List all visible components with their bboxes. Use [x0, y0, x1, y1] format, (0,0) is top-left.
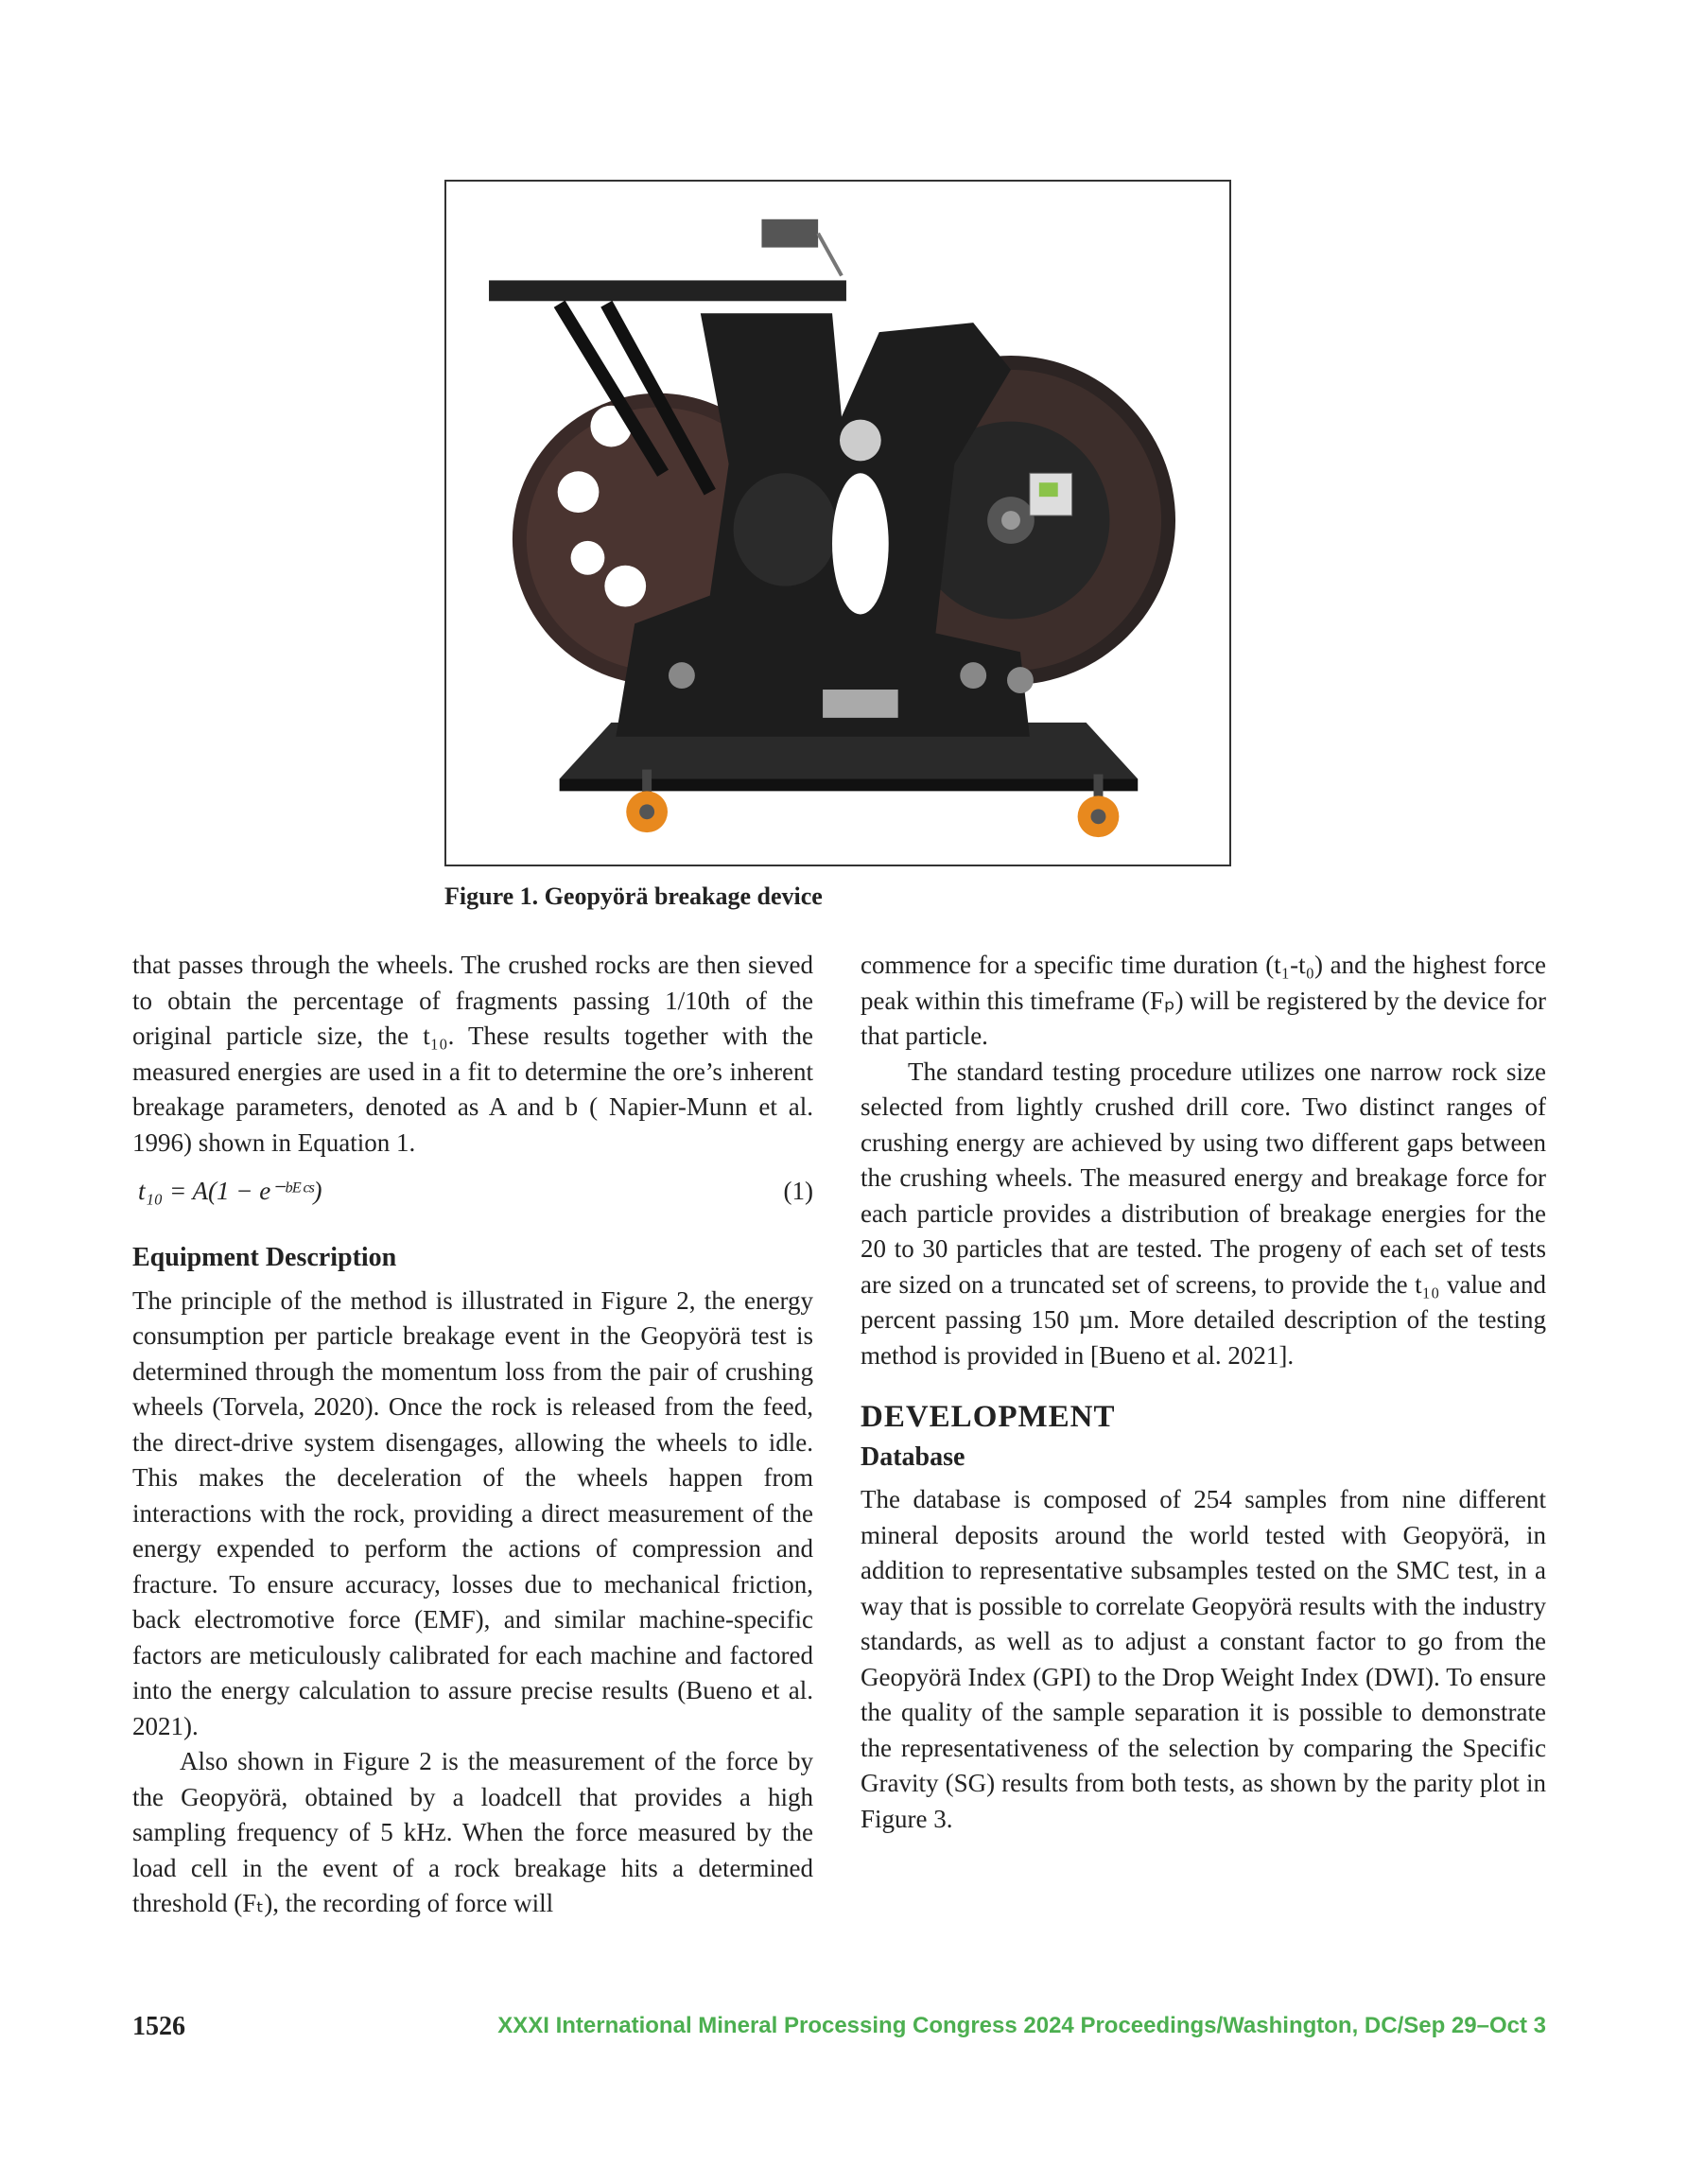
right-paragraph-1: commence for a specific time duration (t₁-t₀) and the highest force peak within this timeframe (Fₚ) will be registered by the device for that particle.: [861, 951, 1546, 1050]
subsection-heading-database: Database: [861, 1441, 965, 1472]
equation-number: (1): [783, 1177, 813, 1206]
right-paragraph-3: The database is composed of 254 samples from nine different mineral deposits around the world tested with Geopyörä, in addition to representative subsamples tested on the SMC test, in a way that is possible to correlate Geopyörä results with the industry standards, as well as to adjust a constant factor to go from the Geopyörä Index (GPI) to the Drop Weight Index (DWI). To ensure the quality of the sample separation it is possible to demonstrate the representativeness of the selection by comparing the Specific Gravity (SG) results from both tests, as shown by the parity plot in Figure 3.: [861, 1485, 1546, 1833]
right-paragraph-2: The standard testing procedure utilizes one narrow rock size selected from lightly crushed drill core. Two distinct ranges of crushing energy are achieved by using two different gaps between the crushing wheels. The measured energy and breakage force for each particle provides a distribution of breakage energies for the 20 to 30 particles that are tested. The progeny of each set of tests are sized on a truncated set of screens, to provide the t₁₀ value and percent passing 150 µm. More detailed description of the testing method is provided in [Bueno et al. 2021].: [861, 1057, 1546, 1370]
left-paragraph-1: that passes through the wheels. The crushed rocks are then sieved to obtain the percentage of fragments passing 1/10th of the original particle size, the t₁₀. These results together with the measured energies are used in a fit to determine the ore’s inherent breakage parameters, denoted as A and b ( Napier-Munn et al. 1996) shown in Equation 1.: [132, 951, 813, 1157]
left-paragraph-2: The principle of the method is illustrated in Figure 2, the energy consumption per particle breakage event in the Geopyörä test is determined through the momentum loss from the pair of crushing wheels (Torvela, 2020). Once the rock is released from the feed, the direct-drive system disengages, allowing the wheels to idle. This makes the deceleration of the wheels happen from interactions with the rock, providing a direct measurement of the energy expended to perform the actions of compression and fracture. To ensure accuracy, losses due to mechanical friction, back electromotive force (EMF), and similar machine-specific factors are meticulously calibrated for each machine and factored into the energy calculation to assure precise results (Bueno et al. 2021).: [132, 1285, 813, 1740]
section-heading-development: DEVELOPMENT: [861, 1400, 1116, 1434]
right-column: [861, 948, 1546, 1837]
left-column: [132, 948, 813, 1922]
section-heading-equipment: Equipment Description: [132, 1243, 397, 1272]
page-number: 1526: [132, 2012, 185, 2041]
figure-1-frame: [444, 180, 1231, 866]
equation-text: t₁₀ = A(1 − e⁻ᵇᴱᶜˢ): [138, 1177, 322, 1206]
conference-footer: XXXI International Mineral Processing Congress 2024 Proceedings/Washington, DC/Sep 29–Oct 3: [497, 2013, 1546, 2038]
geopyora-device-image: [446, 182, 1229, 865]
left-paragraph-3: Also shown in Figure 2 is the measurement of the force by the Geopyörä, obtained by a loadcell that provides a high sampling frequency of 5 kHz. When the force measured by the load cell in the event of a rock breakage hits a determined threshold (Fₜ), the recording of force will: [132, 1747, 813, 1917]
equation-1: [138, 1170, 813, 1214]
figure-caption: Figure 1. Geopyörä breakage device: [444, 882, 823, 910]
